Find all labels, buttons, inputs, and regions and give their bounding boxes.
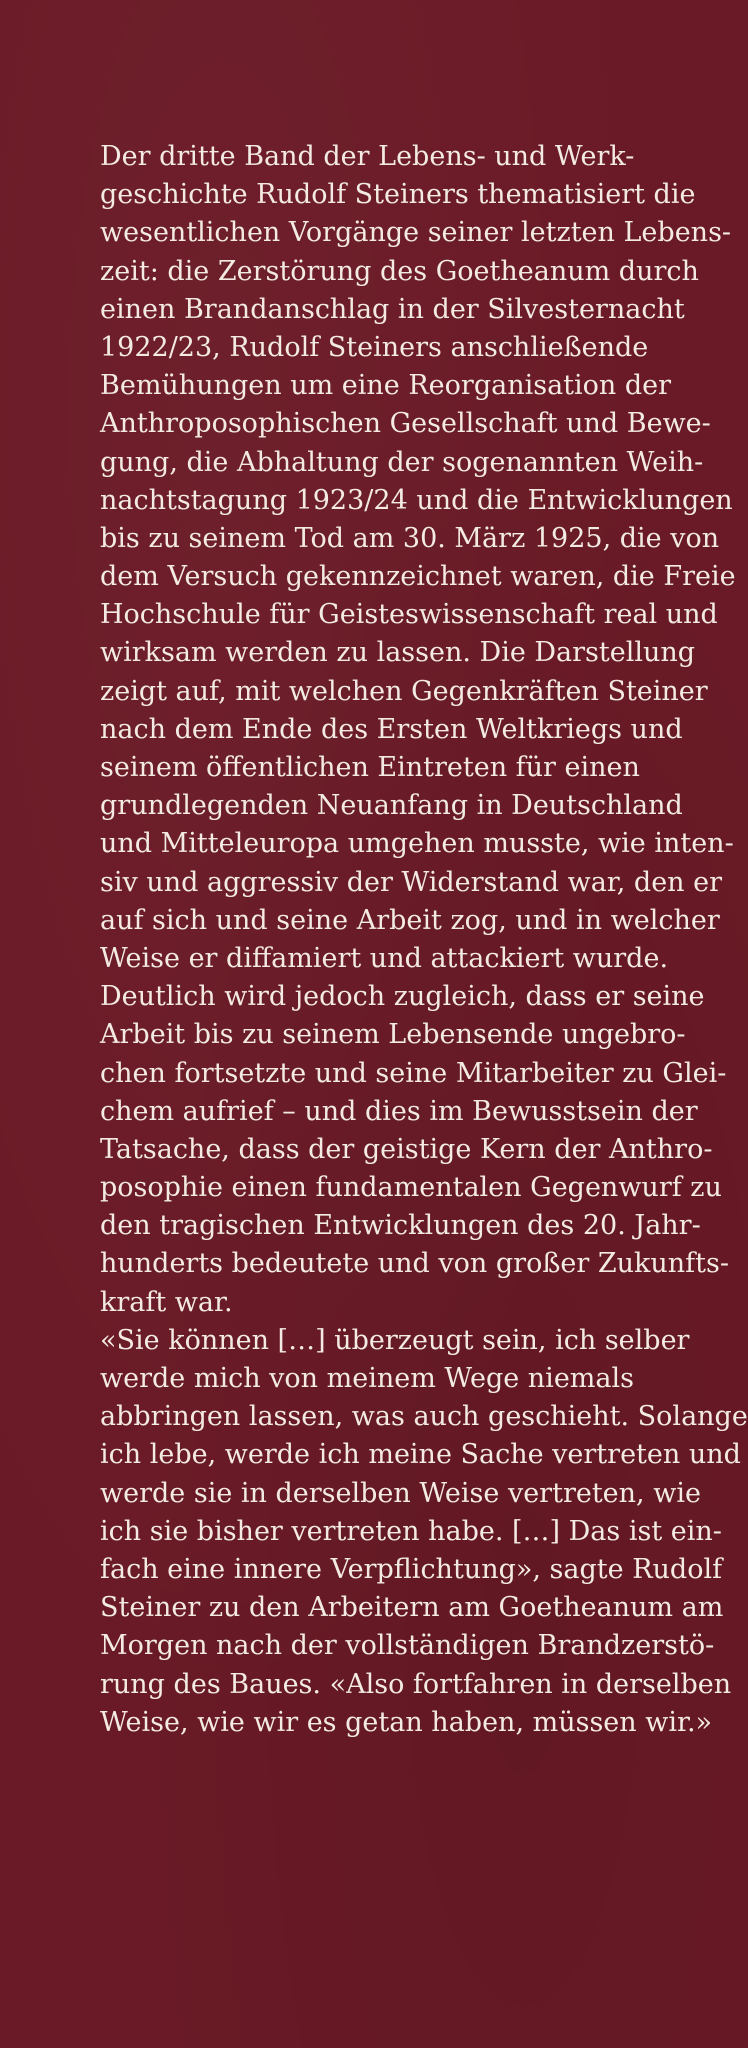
blurb-line-19: und Mitteleuropa umgehen musste, wie inten- — [100, 828, 734, 860]
quote-line-8: Steiner zu den Arbeitern am Goetheanum am — [100, 1592, 724, 1624]
quote-line-10: rung des Baues. «Also fortfahren in derselben — [100, 1668, 732, 1700]
quote-line-2: werde mich von meinem Wege niemals — [100, 1363, 634, 1394]
blurb-line-13: Hochschule für Geisteswissenschaft real und — [100, 599, 718, 631]
blurb-line-2: geschichte Rudolf Steiners thematisiert die — [100, 179, 696, 211]
blurb-line-31: kraft war. — [100, 1286, 233, 1318]
blurb-line-1: Der dritte Band der Lebens- und Werk- — [100, 141, 635, 172]
quote-line-4: ich lebe, werde ich meine Sache vertreten und — [100, 1439, 741, 1471]
blurb-line-3: wesentlichen Vorgänge seiner letzten Lebens- — [100, 217, 732, 249]
blurb-line-27: Tatsache, dass der geistige Kern der Anthro- — [100, 1133, 713, 1165]
blurb-line-23: Deutlich wird jedoch zugleich, dass er seine — [100, 981, 705, 1013]
blurb-line-24: Arbeit bis zu seinem Lebensende ungebro- — [100, 1019, 686, 1051]
blurb-line-26: chem aufrief – und dies im Bewusstsein der — [100, 1095, 698, 1127]
quote-line-11: Weise, wie wir es getan haben, müssen wir.» — [100, 1706, 713, 1738]
blurb-line-5: einen Brandanschlag in der Silvesternacht — [100, 293, 685, 325]
blurb-line-25: chen fortsetzte und seine Mitarbeiter zu Glei- — [100, 1057, 727, 1089]
blurb-line-30: hunderts bedeutete und von großer Zukunfts- — [100, 1248, 729, 1280]
quote-line-9: Morgen nach der vollständigen Brandzerstö- — [100, 1630, 715, 1662]
blurb-line-16: nach dem Ende des Ersten Weltkriegs und — [100, 713, 683, 745]
blurb-line-4: zeit: die Zerstörung des Goetheanum durch — [100, 255, 699, 287]
quote-line-7: fach eine innere Verpflichtung», sagte Rudolf — [100, 1553, 723, 1585]
quote-line-6: ich sie bisher vertreten habe. […] Das ist ein- — [100, 1515, 722, 1547]
blurb-line-28: posophie einen fundamentalen Gegenwurf zu — [100, 1172, 722, 1204]
blurb-line-7: Bemühungen um eine Reorganisation der — [100, 370, 672, 402]
blurb-line-18: grundlegenden Neuanfang in Deutschland — [100, 790, 683, 822]
blurb-line-8: Anthroposophischen Gesellschaft und Bewe- — [100, 408, 711, 440]
blurb-line-21: auf sich und seine Arbeit zog, und in welcher — [100, 904, 720, 936]
quote-line-3: abbringen lassen, was auch geschieht. Solange — [100, 1401, 748, 1433]
blurb-text — [100, 138, 748, 1742]
blurb-line-11: bis zu seinem Tod am 30. März 1925, die von — [100, 522, 720, 554]
blurb-line-9: gung, die Abhaltung der sogenannten Weih- — [100, 446, 704, 478]
blurb-line-10: nachtstagung 1923/24 und die Entwicklungen — [100, 484, 733, 516]
blurb-line-20: siv und aggressiv der Widerstand war, den er — [100, 866, 723, 898]
blurb-line-14: wirksam werden zu lassen. Die Darstellung — [100, 637, 696, 669]
quote-line-1: «Sie können […] überzeugt sein, ich selber — [100, 1324, 690, 1356]
blurb-line-22: Weise er diffamiert und attackiert wurde. — [100, 942, 669, 974]
blurb-line-15: zeigt auf, mit welchen Gegenkräften Steiner — [100, 675, 708, 707]
blurb-line-6: 1922/23, Rudolf Steiners anschließende — [100, 331, 649, 363]
quote-line-5: werde sie in derselben Weise vertreten, wie — [100, 1477, 701, 1509]
blurb-line-29: den tragischen Entwicklungen des 20. Jahr- — [100, 1210, 701, 1242]
blurb-line-12: dem Versuch gekennzeichnet waren, die Freie — [100, 561, 736, 593]
blurb-line-17: seinem öffentlichen Eintreten für einen — [100, 752, 640, 783]
